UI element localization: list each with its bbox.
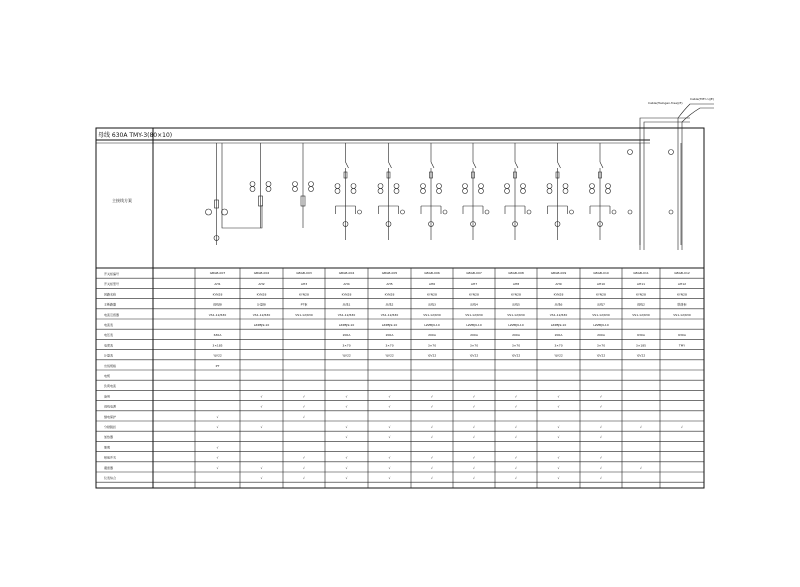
panel-id: GBGB-008 <box>508 271 524 275</box>
table-cell: 200A <box>470 333 478 338</box>
table-cell: 3×70 <box>427 343 437 348</box>
check-mark: √ <box>473 425 475 429</box>
check-mark: √ <box>260 476 263 480</box>
table-cell: AH11 <box>636 282 646 287</box>
panel-id: GBGB-006 <box>424 271 440 275</box>
table-cell: VS1-12/630 <box>252 312 271 317</box>
table-row-label: 电度表 <box>104 343 114 348</box>
table-cell: LZZBJ9-10 <box>253 323 270 327</box>
check-mark: √ <box>557 476 560 480</box>
earth-switch <box>590 200 610 240</box>
table-cell: 3×70 <box>596 343 606 348</box>
check-mark: √ <box>431 404 433 409</box>
check-mark: √ <box>303 414 305 419</box>
check-mark: √ <box>557 394 560 399</box>
check-mark: √ <box>431 455 433 460</box>
table-cell: 出线1 <box>342 302 351 307</box>
table-row-label: 出线规格 <box>104 363 117 368</box>
table-cell: 计量柜 <box>256 302 267 307</box>
table-cell: AH5 <box>386 282 393 287</box>
panel-circuit <box>547 143 574 240</box>
table-row-label: 接地开关 <box>104 455 117 460</box>
table-row-label: 避雷器 <box>104 465 114 470</box>
panel-circuit <box>250 143 271 228</box>
incoming-label-2: Cable(TMY-n)(E) <box>690 97 714 101</box>
panel-circuit <box>590 143 617 240</box>
ct-symbol <box>563 189 568 194</box>
ct-symbol <box>293 182 298 187</box>
panel-circuit <box>505 143 532 240</box>
check-mark: √ <box>431 425 433 429</box>
table-cell: 200A <box>512 333 520 338</box>
table-cell: VS1-12/630 <box>549 312 568 317</box>
table-cell: AH3 <box>300 282 308 287</box>
table-cell: 出线7 <box>597 302 605 307</box>
table-row-label: 电流表 <box>104 323 114 327</box>
check-mark: √ <box>640 425 642 429</box>
ct-symbol <box>421 189 426 194</box>
breaker-symbol <box>346 162 349 200</box>
panel-id: GBGB-004 <box>338 271 355 275</box>
ct-symbol <box>266 187 271 192</box>
check-mark: √ <box>473 476 475 480</box>
ct-symbol <box>250 182 255 187</box>
ct-symbol <box>309 182 314 187</box>
check-mark: √ <box>260 394 263 399</box>
earth-switch <box>548 200 568 240</box>
table-cell: AH4 <box>343 282 350 287</box>
arrester-symbol <box>401 210 405 214</box>
table-row-label: 加热器 <box>104 435 114 440</box>
check-mark: √ <box>600 476 602 480</box>
check-mark: √ <box>557 435 560 440</box>
check-mark: √ <box>473 435 475 440</box>
check-mark: √ <box>557 465 560 470</box>
table-cell: VS1-12/630 <box>423 312 441 317</box>
ct-symbol <box>378 189 383 194</box>
check-mark: √ <box>557 425 560 429</box>
check-mark: √ <box>431 476 433 480</box>
table-cell: 3×70 <box>511 343 521 348</box>
table-cell: KYN28 <box>341 292 352 297</box>
check-mark: √ <box>600 404 602 409</box>
check-mark: √ <box>388 476 391 480</box>
table-cell: KYN28 <box>427 292 437 297</box>
check-mark: √ <box>515 435 517 440</box>
panel-circuit <box>421 143 448 240</box>
table-cell: KYN28 <box>384 292 395 297</box>
check-mark: √ <box>303 465 305 470</box>
incoming-feeder-1 <box>640 118 690 250</box>
check-mark: √ <box>557 455 560 460</box>
ct-symbol <box>437 184 442 189</box>
panel-id: GBGB-002 <box>253 271 270 275</box>
earth-switch <box>379 200 399 240</box>
table-row-label: 备用 <box>104 394 111 399</box>
check-mark: √ <box>515 425 517 429</box>
ct-symbol <box>394 189 399 194</box>
table-cell: AH9 <box>555 282 562 287</box>
diagram-section-label: 主接线方案 <box>112 198 132 203</box>
check-mark: √ <box>388 425 391 429</box>
ct-symbol <box>521 189 526 194</box>
ct-symbol <box>293 187 298 192</box>
table-cell: KYN28 <box>299 292 309 297</box>
check-mark: √ <box>640 465 642 470</box>
check-mark: √ <box>600 435 602 440</box>
equipment-schedule-table <box>96 268 704 482</box>
panel-id: GBGB-012 <box>674 271 690 275</box>
table-row-label: 电压表 <box>104 333 114 338</box>
check-mark: √ <box>600 394 602 399</box>
table-cell: KYN28 <box>256 292 267 297</box>
check-mark: √ <box>388 404 391 409</box>
table-cell: AH8 <box>512 282 520 287</box>
table-cell: KYN28 <box>677 292 687 297</box>
check-mark: √ <box>515 455 517 460</box>
ct-symbol <box>505 184 510 189</box>
ct-symbol <box>421 184 426 189</box>
check-mark: √ <box>216 425 219 429</box>
table-cell: TMY <box>678 343 686 348</box>
panel-id: GBGB-007 <box>466 271 482 275</box>
earth-switch <box>336 200 356 240</box>
table-cell: 630A <box>678 333 686 338</box>
panel-circuit <box>206 143 228 245</box>
breaker-symbol <box>515 162 518 200</box>
check-mark: √ <box>431 435 433 440</box>
table-cell: 630A <box>637 333 645 338</box>
table-cell: LZZBJ9-10 <box>381 323 398 327</box>
breaker-symbol <box>600 162 603 200</box>
check-mark: √ <box>260 404 263 409</box>
table-cell: LZZBJ9-10 <box>424 323 440 327</box>
panel-id: GBGB-005 <box>381 271 398 275</box>
table-cell: YJV22 <box>596 353 606 358</box>
table-cell: YJV22 <box>511 353 521 358</box>
table-cell: PT柜 <box>300 302 308 307</box>
table-cell: 出线4 <box>470 302 478 307</box>
check-mark: √ <box>303 455 305 460</box>
ct-symbol <box>437 189 442 194</box>
ct-symbol <box>463 189 468 194</box>
check-mark: √ <box>600 455 602 460</box>
panel-id: GBGB-003 <box>296 271 312 275</box>
bus-label: 母线 630A TMY-3(80×10) <box>98 132 173 139</box>
table-cell: KYN28 <box>596 292 606 297</box>
table-cell: VS1-12/630 <box>632 312 650 317</box>
table-cell: 进线2 <box>637 302 645 307</box>
check-mark: √ <box>473 394 475 399</box>
pt-symbol <box>206 209 212 215</box>
ct-symbol <box>521 184 526 189</box>
check-mark: √ <box>303 394 305 399</box>
ct-symbol <box>563 184 568 189</box>
earth-switch <box>463 200 483 240</box>
table-cell: AH10 <box>596 282 606 287</box>
table-cell: LZZBJ9-10 <box>550 323 567 327</box>
breaker-symbol <box>431 162 434 200</box>
breaker-symbol <box>389 162 392 200</box>
panel-circuit <box>628 143 641 245</box>
table-cell: KYN28 <box>511 292 521 297</box>
table-row-label: 主断路器 <box>104 302 117 307</box>
check-mark: √ <box>345 435 348 440</box>
ct-symbol <box>669 150 674 155</box>
pt-symbol <box>222 209 228 215</box>
ct-symbol <box>479 189 484 194</box>
panel-circuit <box>378 143 405 240</box>
table-cell: LZZBJ9-10 <box>338 323 355 327</box>
panel-id: GBGB-009 <box>550 271 567 275</box>
check-mark: √ <box>388 465 391 470</box>
check-mark: √ <box>388 455 391 460</box>
check-mark: √ <box>216 414 219 419</box>
panel-circuit <box>335 143 362 240</box>
table-row-label: 开关柜编号 <box>104 272 120 276</box>
table-cell: KYN28 <box>212 292 223 297</box>
panel-id: GBGB-011 <box>633 271 649 275</box>
metering-link <box>222 143 262 228</box>
table-cell: LZZBJ9-10 <box>593 323 609 327</box>
ct-symbol <box>590 184 595 189</box>
incoming-feeders <box>640 97 714 250</box>
table-row-label: 计量表 <box>104 353 114 358</box>
arrester-symbol <box>358 210 362 214</box>
check-mark: √ <box>473 404 475 409</box>
table-cell: AH7 <box>470 282 478 287</box>
check-mark: √ <box>431 394 433 399</box>
table-cell: 630A <box>213 333 222 338</box>
ct-symbol <box>590 189 595 194</box>
check-mark: √ <box>557 404 560 409</box>
table-cell: LZZBJ9-10 <box>466 323 482 327</box>
table-cell: 200A <box>385 333 394 338</box>
table-cell: KYN28 <box>469 292 479 297</box>
check-mark: √ <box>216 445 219 450</box>
table-cell: 联络柜 <box>677 302 687 307</box>
breaker-symbol <box>473 162 476 200</box>
table-cell: AH6 <box>428 282 436 287</box>
check-mark: √ <box>388 394 391 399</box>
check-mark: √ <box>216 455 219 460</box>
panel-circuit <box>669 143 682 245</box>
check-mark: √ <box>515 394 517 399</box>
table-cell: PT <box>215 363 220 368</box>
ct-symbol <box>547 189 552 194</box>
ct-symbol <box>335 189 340 194</box>
table-row-label: 电流互感器 <box>104 312 120 317</box>
table-cell: VS1-12/630 <box>673 312 691 317</box>
arrester-symbol <box>628 210 632 214</box>
ct-symbol <box>351 189 356 194</box>
table-cell: AH2 <box>258 282 265 287</box>
table-cell: YJV22 <box>342 353 351 358</box>
ct-symbol <box>463 184 468 189</box>
arrester-symbol <box>485 210 489 214</box>
check-mark: √ <box>681 425 683 429</box>
table-cell: AH1 <box>214 282 221 287</box>
incoming-feeder-2 <box>678 104 714 250</box>
table-cell: 出线2 <box>385 302 394 307</box>
table-cell: VS1-12/630 <box>337 312 356 317</box>
table-cell: KYN28 <box>553 292 564 297</box>
table-cell: VS1-12/630 <box>592 312 610 317</box>
table-cell: 200A <box>428 333 436 338</box>
check-mark: √ <box>216 465 219 470</box>
table-cell: 3×70 <box>385 343 394 348</box>
check-mark: √ <box>345 476 348 480</box>
table-cell: VS1-12/630 <box>208 312 227 317</box>
ct-symbol <box>335 184 340 189</box>
arrester-symbol <box>527 210 531 214</box>
table-cell: 200A <box>342 333 351 338</box>
arrester-symbol <box>443 210 447 214</box>
ct-symbol <box>266 182 271 187</box>
table-cell: 进线柜 <box>212 302 223 307</box>
table-row-label: 负荷电流 <box>104 384 117 389</box>
arrester-symbol <box>612 210 616 214</box>
check-mark: √ <box>345 394 348 399</box>
check-mark: √ <box>303 404 305 409</box>
table-cell: KYN28 <box>636 292 646 297</box>
table-cell: VS1-12/630 <box>295 312 313 317</box>
check-mark: √ <box>515 404 517 409</box>
table-cell: 出线5 <box>512 302 520 307</box>
ct-symbol <box>606 189 611 194</box>
check-mark: √ <box>345 425 348 429</box>
ct-symbol <box>351 184 356 189</box>
table-cell: 3×70 <box>469 343 479 348</box>
check-mark: √ <box>473 455 475 460</box>
check-mark: √ <box>431 465 433 470</box>
panel-circuit <box>463 143 490 240</box>
table-row-label: 电缆 <box>104 374 111 378</box>
table-cell: VS1-12/630 <box>465 312 483 317</box>
check-mark: √ <box>345 455 348 460</box>
check-mark: √ <box>515 465 517 470</box>
check-mark: √ <box>515 476 517 480</box>
table-row-label: 照明 <box>104 445 111 450</box>
ct-symbol <box>378 184 383 189</box>
table-cell: LZZBJ9-10 <box>508 323 524 327</box>
drawing-frame <box>96 128 704 488</box>
table-cell: 200A <box>597 333 605 338</box>
check-mark: √ <box>600 425 602 429</box>
ct-symbol <box>628 150 633 155</box>
table-cell: 出线6 <box>554 302 563 307</box>
table-row-label: 开关柜型号 <box>104 282 120 287</box>
table-cell: 3×185 <box>212 343 223 348</box>
ct-symbol <box>547 184 552 189</box>
table-cell: 3×185 <box>635 343 647 348</box>
check-mark: √ <box>473 465 475 470</box>
table-cell: AH12 <box>677 282 687 287</box>
check-mark: √ <box>600 465 602 470</box>
earth-switch <box>505 200 525 240</box>
ct-symbol <box>479 184 484 189</box>
table-cell: 3×70 <box>554 343 563 348</box>
check-mark: √ <box>260 425 263 429</box>
table-row-label: 继电保护 <box>104 414 117 419</box>
panel-id: GBGB-007 <box>209 271 226 275</box>
table-cell: YJV22 <box>385 353 394 358</box>
table-cell: 出线3 <box>428 302 436 307</box>
earth-switch <box>421 200 441 240</box>
table-cell: 3×70 <box>342 343 351 348</box>
table-cell: 200A <box>554 333 563 338</box>
table-cell: VS1-12/630 <box>380 312 399 317</box>
check-mark: √ <box>345 404 348 409</box>
table-cell: YJV22 <box>427 353 437 358</box>
table-cell: YJV22 <box>469 353 479 358</box>
ct-symbol <box>309 187 314 192</box>
check-mark: √ <box>345 465 348 470</box>
table-row-label: 仪表综合 <box>104 476 117 480</box>
table-row-label: 分励脱扣 <box>104 425 117 429</box>
ct-symbol <box>606 184 611 189</box>
table-row-label: 进线电源 <box>104 404 117 409</box>
ct-symbol <box>250 187 255 192</box>
panel-circuit <box>293 143 314 228</box>
arrester-symbol <box>570 210 574 214</box>
table-cell: YJV22 <box>636 353 646 358</box>
ct-symbol <box>394 184 399 189</box>
panel-id: GBGB-010 <box>593 271 609 275</box>
table-cell: YJV22 <box>213 353 222 358</box>
arrester-symbol <box>669 210 673 214</box>
table-cell: YJV22 <box>554 353 563 358</box>
check-mark: √ <box>260 465 263 470</box>
incoming-label-1: Cable(Halogen-free)(E) <box>648 101 683 105</box>
table-cell: VS1-12/630 <box>507 312 525 317</box>
ct-symbol <box>505 189 510 194</box>
breaker-symbol <box>558 162 561 200</box>
table-row-label: 回路名称 <box>104 292 117 297</box>
check-mark: √ <box>303 476 305 480</box>
check-mark: √ <box>388 435 391 440</box>
